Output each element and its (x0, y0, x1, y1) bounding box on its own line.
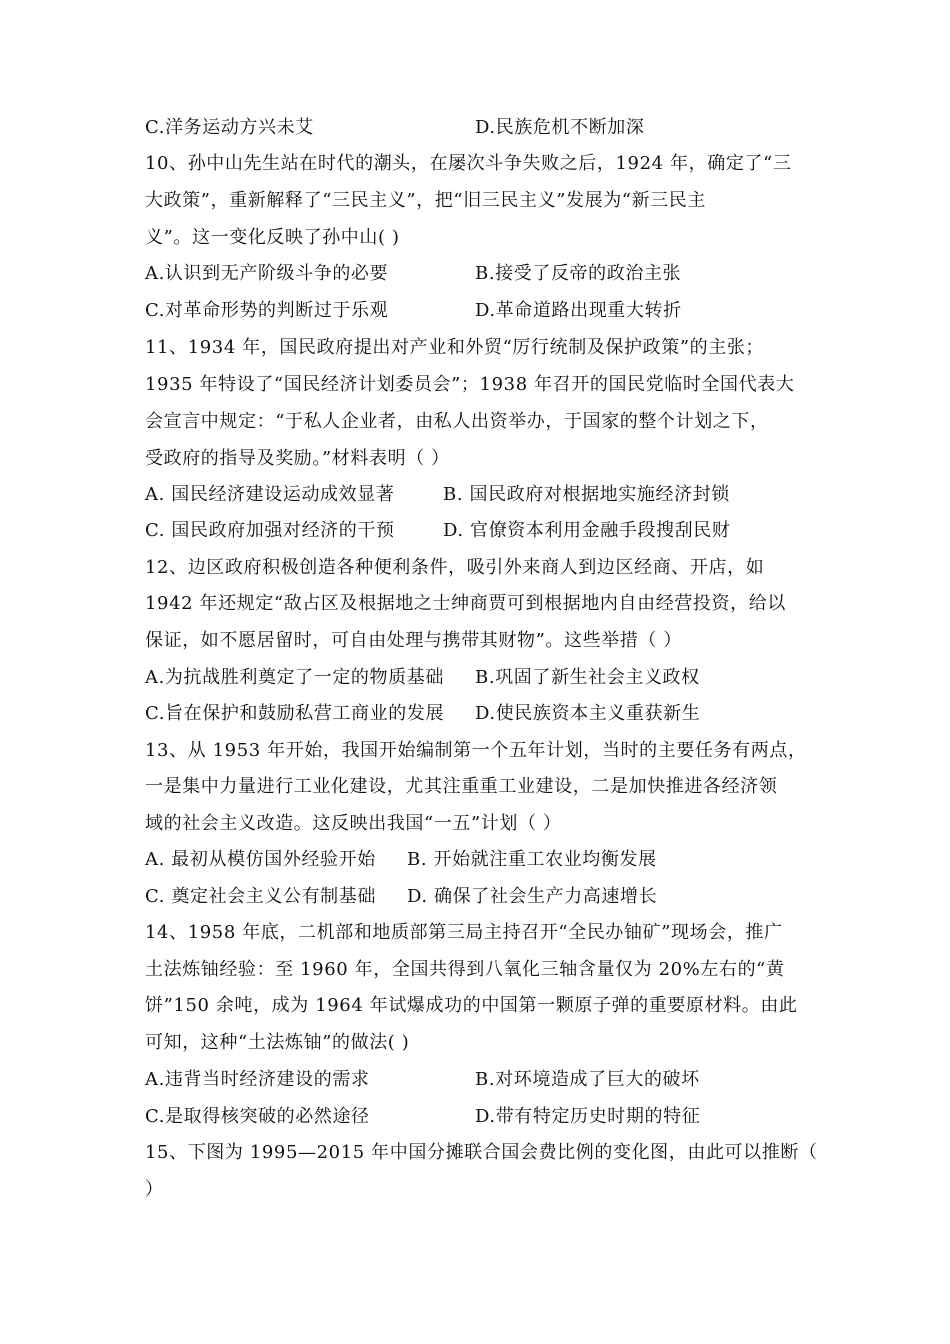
q13-options-ab (145, 842, 815, 878)
q14-option-b: B.对环境造成了巨大的破坏 (475, 1069, 700, 1090)
q14-option-c: C.是取得核突破的必然途径 (145, 1106, 370, 1127)
q15-stem-line-2: ） (145, 1179, 164, 1200)
q12-stem-line-1: 12、边区政府积极创造各种便利条件，吸引外来商人到边区经商、开店，如 (145, 557, 765, 578)
q10-option-c: C.对革命形势的判断过于乐观 (145, 300, 389, 321)
q14-stem-line-1: 14、1958 年底，二机部和地质部第三局主持召开“全民办铀矿”现场会，推广 (145, 922, 783, 943)
q11-option-a: A. 国民经济建设运动成效显著 (145, 484, 395, 505)
q12-stem-line-2: 1942 年还规定“敌占区及根据地之士绅商贾可到根据地内自由经营投资，给以 (145, 593, 786, 614)
q14-stem-line-2: 土法炼铀经验：至 1960 年，全国共得到八氧化三轴含量仅为 20%左右的“黄 (145, 959, 785, 980)
q11-stem-line-2: 1935 年特设了“国民经济计划委员会”；1938 年召开的国民党临时全国代表大 (145, 374, 795, 395)
q11-options-cd (145, 513, 815, 549)
q10-options-cd (145, 293, 815, 329)
q9-option-c: C.洋务运动方兴未艾 (145, 117, 314, 138)
q10-option-a: A.认识到无产阶级斗争的必要 (145, 263, 389, 284)
q13-option-c: C. 奠定社会主义公有制基础 (145, 886, 376, 907)
q14-stem-line-3: 饼”150 余吨，成为 1964 年试爆成功的中国第一颗原子弹的重要原材料。由此 (145, 995, 798, 1016)
q11-option-b: B. 国民政府对根据地实施经济封锁 (443, 484, 730, 505)
q13-options-cd (145, 879, 815, 915)
q11-options-ab (145, 477, 815, 513)
q14-options-ab (145, 1062, 815, 1098)
q14-option-d: D.带有特定历史时期的特征 (475, 1106, 701, 1127)
q11-option-d: D. 官僚资本利用金融手段搜刮民财 (443, 520, 731, 541)
q13-option-b: B. 开始就注重工农业均衡发展 (407, 849, 657, 870)
q10-option-d: D.革命道路出现重大转折 (475, 300, 682, 321)
q12-options-ab (145, 660, 815, 696)
q11-stem-line-1: 11、1934 年，国民政府提出对产业和外贸“厉行统制及保护政策”的主张； (145, 337, 765, 358)
q12-options-cd (145, 696, 815, 732)
q9-option-d: D.民族危机不断加深 (475, 117, 645, 138)
q13-option-a: A. 最初从模仿国外经验开始 (145, 849, 376, 870)
q10-stem-line-1: 10、孙中山先生站在时代的潮头，在屡次斗争失败之后，1924 年，确定了“三 (145, 153, 792, 174)
q11-stem-line-3: 会宣言中规定：“于私人企业者，由私人出资举办，于国家的整个计划之下， (145, 411, 769, 432)
q12-option-a: A.为抗战胜利奠定了一定的物质基础 (145, 667, 444, 688)
q9-options-cd (145, 110, 815, 146)
q13-stem-line-3: 域的社会主义改造。这反映出我国“一五”计划（ ） (145, 813, 562, 834)
q11-option-c: C. 国民政府加强对经济的干预 (145, 520, 395, 541)
q12-option-b: B.巩固了新生社会主义政权 (475, 667, 700, 688)
q12-option-c: C.旨在保护和鼓励私营工商业的发展 (145, 703, 445, 724)
q10-options-ab (145, 256, 815, 292)
q12-stem-line-3: 保证，如不愿居留时，可自由处理与携带其财物”。这些举措（ ） (145, 630, 682, 651)
q14-option-a: A.违背当时经济建设的需求 (145, 1069, 370, 1090)
q10-stem-line-3: 义”。这一变化反映了孙中山( ) (145, 227, 400, 248)
q13-option-d: D. 确保了社会生产力高速增长 (407, 886, 658, 907)
q13-stem-line-2: 一是集中力量进行工业化建设，尤其注重重工业建设，二是加快推进各经济领 (145, 776, 778, 797)
q10-stem-line-2: 大政策”，重新解释了“三民主义”，把“旧三民主义”发展为“新三民主 (145, 190, 707, 211)
q12-option-d: D.使民族资本主义重获新生 (475, 703, 701, 724)
q14-stem-line-4: 可知，这种“土法炼铀”的做法( ) (145, 1032, 410, 1053)
q14-options-cd (145, 1099, 815, 1135)
q11-stem-line-4: 受政府的指导及奖励。”材料表明（ ） (145, 448, 450, 469)
q15-stem-line-1: 15、下图为 1995—2015 年中国分摊联合国会费比例的变化图，由此可以推断（ (145, 1142, 818, 1163)
q13-stem-line-1: 13、从 1953 年开始，我国开始编制第一个五年计划，当时的主要任务有两点， (145, 740, 807, 761)
q10-option-b: B.接受了反帝的政治主张 (475, 263, 682, 284)
